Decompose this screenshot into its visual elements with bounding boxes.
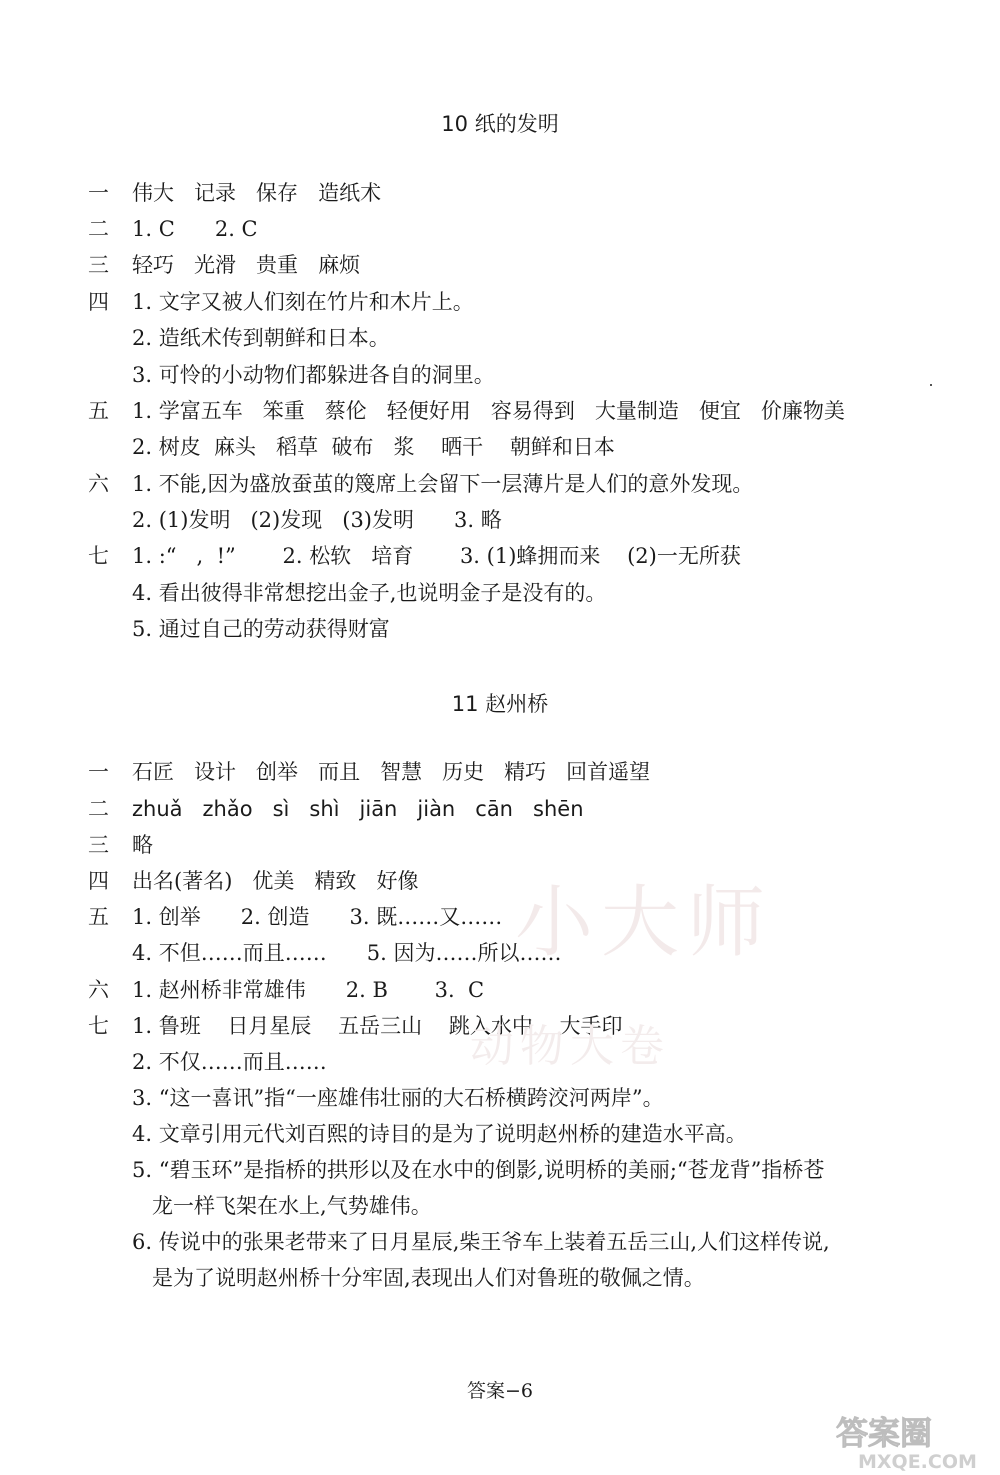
answer-line — [88, 324, 390, 352]
answer-line — [88, 795, 584, 823]
answer-line — [88, 1156, 824, 1184]
watermark-mid: 小大师 — [515, 878, 774, 968]
answer-text: 1. 不能,因为盛放蚕茧的篾席上会留下一层薄片是人们的意外发现。 — [132, 472, 754, 496]
answer-text: 3. 可怜的小动物们都躲进各自的洞里。 — [132, 363, 495, 387]
question-marker: 二 — [88, 797, 109, 821]
answer-text: 2. 造纸术传到朝鲜和日本。 — [132, 326, 390, 350]
svg-text:MXQE.COM: MXQE.COM — [858, 1451, 977, 1472]
question-marker: 一 — [88, 181, 109, 205]
question-marker: 五 — [88, 905, 109, 929]
answer-text: 4. 不但……而且…… 5. 因为……所以…… — [132, 941, 562, 965]
answer-text: 1. 鲁班 日月星辰 五岳三山 跳入水中 大手印 — [132, 1014, 623, 1038]
answer-line — [88, 470, 753, 498]
answer-text: 2. (1)发明 (2)发现 (3)发明 3. 略 — [132, 508, 502, 532]
question-marker: 六 — [88, 978, 109, 1002]
answer-line — [88, 397, 845, 425]
answer-text: 1. 学富五车 笨重 蔡伦 轻便好用 容易得到 大量制造 便宜 价廉物美 — [132, 399, 845, 423]
answer-text: 1. C 2. C — [132, 217, 258, 241]
answer-line — [88, 1228, 830, 1256]
answer-line — [88, 288, 474, 316]
page-number: 答案−6 — [466, 1380, 533, 1402]
answer-text: 1. :“ , !” 2. 松软 培育 3. (1)蜂拥而来 (2)一无所获 — [132, 544, 741, 568]
section-title-11: 11 赵州桥 — [451, 692, 549, 716]
answer-text: 2. 不仅……而且…… — [132, 1050, 327, 1074]
answer-text: 略 — [132, 833, 153, 857]
answer-line — [88, 903, 502, 931]
answer-line — [88, 179, 381, 207]
answer-text: 1. 赵州桥非常雄伟 2. B 3. C — [132, 978, 485, 1002]
question-marker: 三 — [88, 833, 109, 857]
answer-text: 龙一样飞架在水上,气势雄伟。 — [132, 1194, 432, 1218]
answer-line — [88, 831, 153, 859]
answer-line — [88, 361, 495, 389]
answer-line — [88, 579, 606, 607]
watermark-logo — [832, 1410, 994, 1472]
answer-text: 5. “碧玉环”是指桥的拱形以及在水中的倒影,说明桥的美丽;“苍龙背”指桥苍 — [132, 1158, 825, 1182]
answer-text: 轻巧 光滑 贵重 麻烦 — [132, 253, 361, 277]
stray-dot — [930, 384, 932, 386]
answer-text: 3. “这一喜讯”指“一座雄伟壮丽的大石桥横跨洨河两岸”。 — [132, 1086, 664, 1110]
answer-line — [88, 976, 484, 1004]
question-marker: 六 — [88, 472, 109, 496]
answer-text: 4. 看出彼得非常想挖出金子,也说明金子是没有的。 — [132, 581, 607, 605]
answer-line — [88, 867, 418, 895]
question-marker: 四 — [88, 869, 109, 893]
answer-text: zhuǎ zhǎo sì shì jiān jiàn cān shēn — [132, 797, 584, 821]
answer-line — [88, 1048, 327, 1076]
answer-line — [88, 542, 741, 570]
answer-text: 4. 文章引用元代刘百熙的诗目的是为了说明赵州桥的建造水平高。 — [132, 1122, 747, 1146]
question-marker: 一 — [88, 760, 109, 784]
answer-line — [88, 758, 650, 786]
answer-line — [88, 939, 561, 967]
question-marker: 二 — [88, 217, 109, 241]
answer-line — [88, 433, 615, 461]
answer-text: 1. 文字又被人们刻在竹片和木片上。 — [132, 290, 474, 314]
question-marker: 五 — [88, 399, 109, 423]
answer-line — [88, 1264, 705, 1292]
question-marker: 四 — [88, 290, 109, 314]
answer-text: 伟大 记录 保存 造纸术 — [132, 181, 382, 205]
answer-text: 5. 通过自己的劳动获得财富 — [132, 617, 390, 641]
answer-text: 石匠 设计 创举 而且 智慧 历史 精巧 回首遥望 — [132, 760, 651, 784]
question-marker: 七 — [88, 1014, 109, 1038]
answer-line — [88, 1120, 747, 1148]
answer-text: 2. 树皮 麻头 稻草 破布 浆 晒干 朝鲜和日本 — [132, 435, 615, 459]
section-title-10: 10 纸的发明 — [441, 112, 559, 136]
answer-line — [88, 506, 502, 534]
answer-line — [88, 1084, 664, 1112]
answer-line — [88, 615, 390, 643]
answer-text: 1. 创举 2. 创造 3. 既……又…… — [132, 905, 503, 929]
answer-line — [88, 1192, 432, 1220]
question-marker: 三 — [88, 253, 109, 277]
watermark-mid-2: 动物大卷 — [470, 1021, 670, 1072]
answer-text: 6. 传说中的张果老带来了日月星辰,柴王爷车上装着五岳三山,人们这样传说, — [132, 1230, 830, 1254]
svg-text:答案圈: 答案圈 — [836, 1414, 933, 1452]
answer-text: 出名(著名) 优美 精致 好像 — [132, 869, 419, 893]
question-marker: 七 — [88, 544, 109, 568]
answer-text: 是为了说明赵州桥十分牢固,表现出人们对鲁班的敬佩之情。 — [132, 1266, 705, 1290]
answer-line — [88, 251, 360, 279]
answer-line — [88, 215, 258, 243]
